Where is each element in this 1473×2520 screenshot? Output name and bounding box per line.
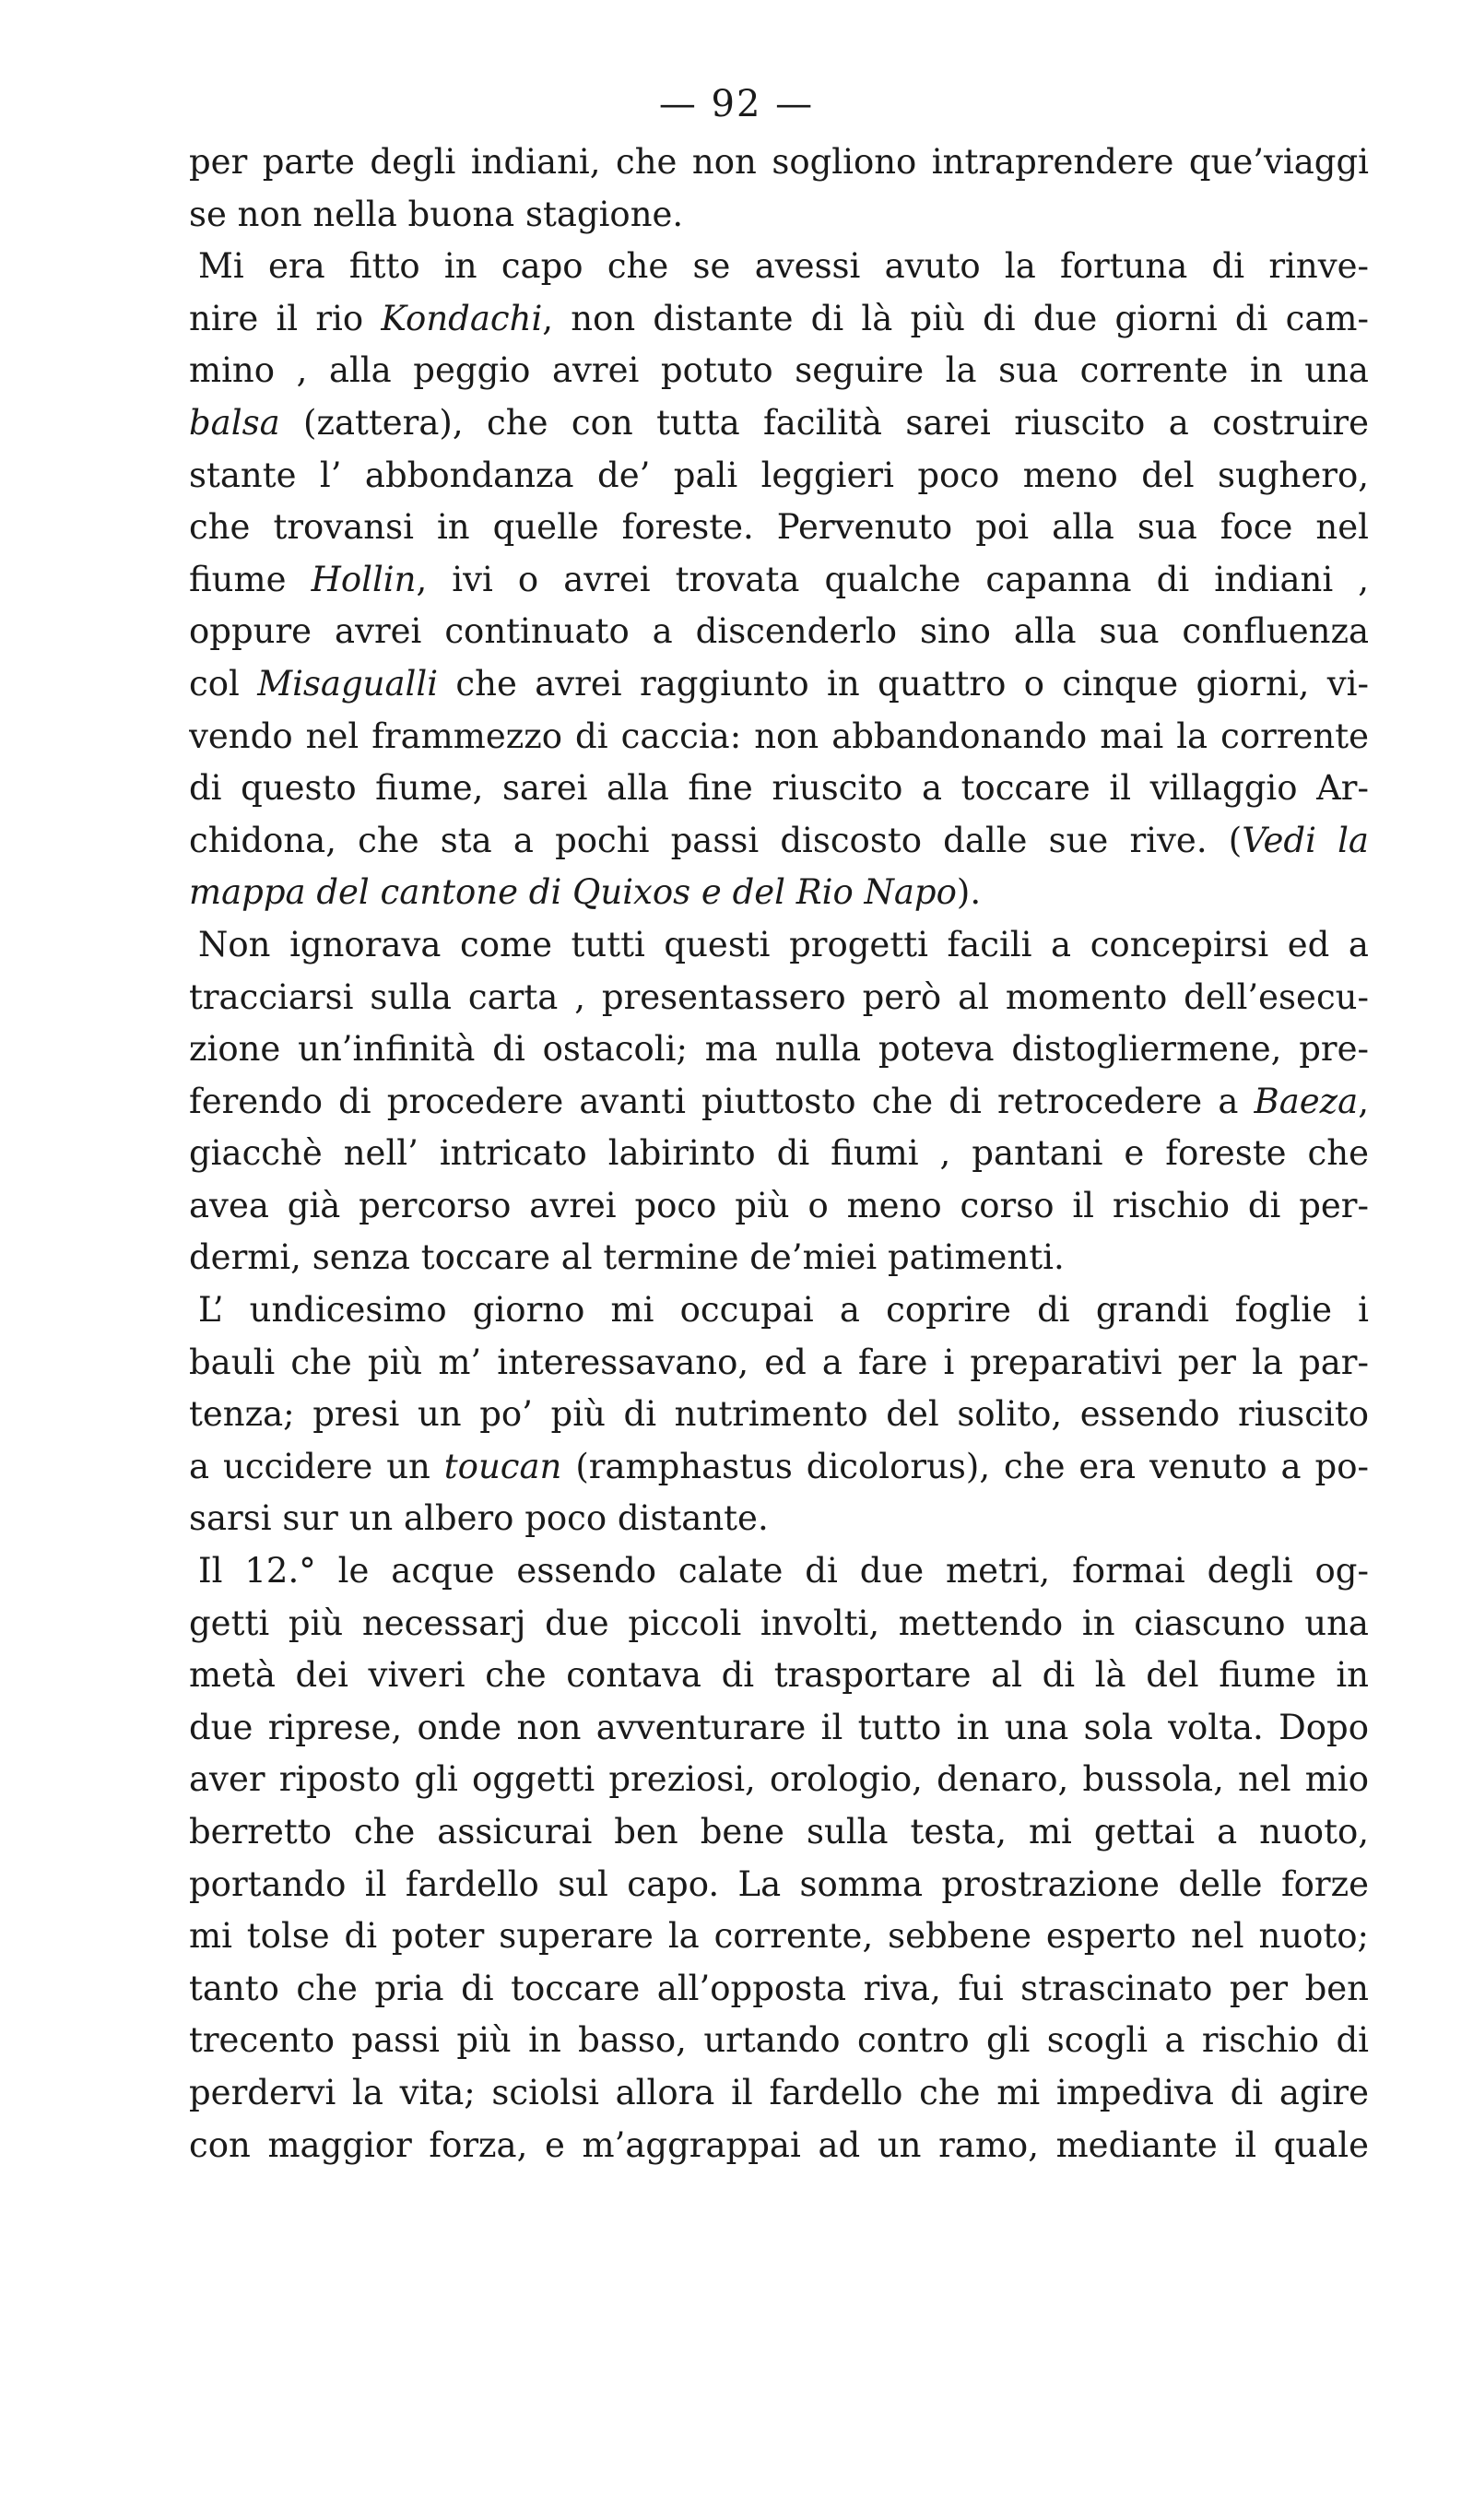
text-segment: tanto che pria di toccare all’opposta riva, fui strascinato per ben	[189, 1968, 1369, 2008]
text-segment: col	[189, 663, 258, 704]
text-line	[189, 1076, 1369, 1129]
text-segment: portando il fardello sul capo. La somma prostrazione delle forze	[189, 1863, 1369, 1904]
text-line	[189, 1859, 1369, 1911]
text-line	[189, 1389, 1369, 1441]
text-segment: tracciarsi sulla carta , presentassero però al momento dell’esecu-	[189, 976, 1369, 1017]
text-line	[189, 1128, 1369, 1180]
text-line	[189, 1545, 1369, 1598]
text-segment: per parte degli indiani, che non sogliono intraprendere que’viaggi	[189, 142, 1369, 182]
text-segment: dermi, senza toccare al termine de’miei patimenti.	[189, 1237, 1065, 1278]
italic-text: Kondachi	[381, 298, 543, 338]
text-segment: giacchè nell’ intricato labirinto di fiumi , pantani e foreste che	[189, 1133, 1369, 1174]
text-segment: Il 12.° le acque essendo calate di due metri, formai degli og-	[198, 1551, 1369, 1591]
text-segment: metà dei viveri che contava di trasportare al di là del fiume in	[189, 1655, 1369, 1696]
text-segment: aver riposto gli oggetti preziosi, orologio, denaro, bussola, nel mio	[189, 1759, 1369, 1800]
body-text	[189, 136, 1369, 2171]
blank-bottom-margin	[0, 2287, 1473, 2288]
text-line	[189, 867, 1369, 919]
text-line	[189, 763, 1369, 815]
text-segment: , non distante di là più di due giorni di cam-	[542, 298, 1369, 338]
text-line	[189, 2067, 1369, 2120]
text-line	[189, 1441, 1369, 1494]
text-segment: perdervi la vita; sciolsi allora il fardello che mi impediva di agire	[189, 2072, 1369, 2112]
text-line	[189, 2120, 1369, 2172]
text-segment: se non nella buona stagione.	[189, 194, 684, 234]
text-line	[189, 450, 1369, 503]
italic-text: balsa	[189, 402, 280, 443]
text-line	[189, 1232, 1369, 1284]
text-line	[189, 241, 1369, 293]
text-segment: nire il rio	[189, 298, 382, 338]
text-line	[189, 1702, 1369, 1755]
text-line	[189, 919, 1369, 972]
italic-text: Vedi la	[1242, 820, 1369, 860]
text-segment: che trovansi in quelle foreste. Pervenuto poi alla sua foce nel	[189, 507, 1369, 548]
text-segment: ,	[1358, 1081, 1369, 1121]
italic-text: Baeza	[1254, 1081, 1359, 1121]
text-segment: tenza; presi un po’ più di nutrimento del solito, essendo riuscito	[189, 1394, 1369, 1435]
text-segment: avea già percorso avrei poco più o meno corso il rischio di per-	[189, 1185, 1369, 1225]
text-line	[189, 1023, 1369, 1076]
text-line	[189, 293, 1369, 346]
text-segment: di questo fiume, sarei alla fine riuscito a toccare il villaggio Ar-	[189, 768, 1369, 809]
text-segment: oppure avrei continuato a discenderlo sino alla sua confluenza	[189, 611, 1369, 652]
text-line	[189, 554, 1369, 607]
text-line	[189, 1337, 1369, 1390]
text-line	[189, 972, 1369, 1024]
text-segment: (zattera), che con tutta facilità sarei riuscito a costruire	[279, 402, 1369, 443]
text-segment: ferendo di procedere avanti piuttosto che di retrocedere a	[189, 1081, 1255, 1121]
italic-text: toucan	[443, 1446, 562, 1486]
text-segment: ).	[956, 872, 982, 913]
text-segment: zione un’infinità di ostacoli; ma nulla poteva distogliermene, pre-	[189, 1029, 1369, 1070]
text-line	[189, 1650, 1369, 1702]
text-line	[189, 1180, 1369, 1233]
text-line	[189, 606, 1369, 658]
text-line	[189, 189, 1369, 242]
text-line	[189, 1806, 1369, 1859]
text-line	[189, 711, 1369, 763]
text-segment: sarsi sur un albero poco distante.	[189, 1498, 769, 1539]
text-line	[189, 502, 1369, 554]
page-number: — 92 —	[658, 83, 815, 125]
text-segment: chidona, che sta a pochi passi discosto dalle sue rive. (	[189, 820, 1243, 860]
text-segment: trecento passi più in basso, urtando contro gli scogli a rischio di	[189, 2020, 1369, 2061]
text-segment: a uccidere un	[189, 1446, 444, 1486]
text-line	[189, 1754, 1369, 1806]
text-line	[189, 136, 1369, 189]
text-line	[189, 1911, 1369, 1963]
italic-text: Hollin	[311, 559, 417, 599]
text-line	[189, 397, 1369, 450]
text-segment: berretto che assicurai ben bene sulla testa, mi gettai a nuoto,	[189, 1812, 1369, 1852]
text-segment: due riprese, onde non avventurare il tutto in una sola volta. Dopo	[189, 1707, 1369, 1747]
text-line	[189, 658, 1369, 711]
text-segment: fiume	[189, 559, 312, 599]
italic-text: mappa del cantone di Quixos e del Rio Napo	[189, 872, 957, 913]
text-line	[189, 345, 1369, 397]
text-segment: (ramphastus dicolorus), che era venuto a po-	[561, 1446, 1369, 1486]
text-line	[189, 1284, 1369, 1337]
text-segment: che avrei raggiunto in quattro o cinque giorni, vi-	[438, 663, 1369, 704]
text-segment: mi tolse di poter superare la corrente, sebbene esperto nel nuoto;	[189, 1916, 1369, 1957]
text-segment: , ivi o avrei trovata qualche capanna di indiani ,	[416, 559, 1369, 599]
text-line	[189, 815, 1369, 868]
text-line	[189, 1963, 1369, 2016]
text-segment: stante l’ abbondanza de’ pali leggieri poco meno del sughero,	[189, 455, 1369, 495]
text-segment: bauli che più m’ interessavano, ed a fare i preparativi per la par-	[189, 1342, 1369, 1382]
text-segment: L’ undicesimo giorno mi occupai a coprire di grandi foglie i	[198, 1290, 1369, 1331]
text-line	[189, 1493, 1369, 1545]
text-segment: mino , alla peggio avrei potuto seguire la sua corrente in una	[189, 350, 1369, 391]
text-segment: Non ignorava come tutti questi progetti facili a concepirsi ed a	[198, 924, 1369, 964]
text-line	[189, 1598, 1369, 1650]
text-line	[189, 2015, 1369, 2067]
text-segment: vendo nel frammezzo di caccia: non abbandonando mai la corrente	[189, 716, 1369, 756]
text-segment: Mi era fitto in capo che se avessi avuto la fortuna di rinve-	[198, 246, 1369, 287]
italic-text: Misagualli	[257, 663, 439, 704]
text-segment: con maggior forza, e m’aggrappai ad un ramo, mediante il quale	[189, 2124, 1369, 2165]
text-segment: getti più necessarj due piccoli involti, mettendo in ciascuno una	[189, 1603, 1369, 1643]
